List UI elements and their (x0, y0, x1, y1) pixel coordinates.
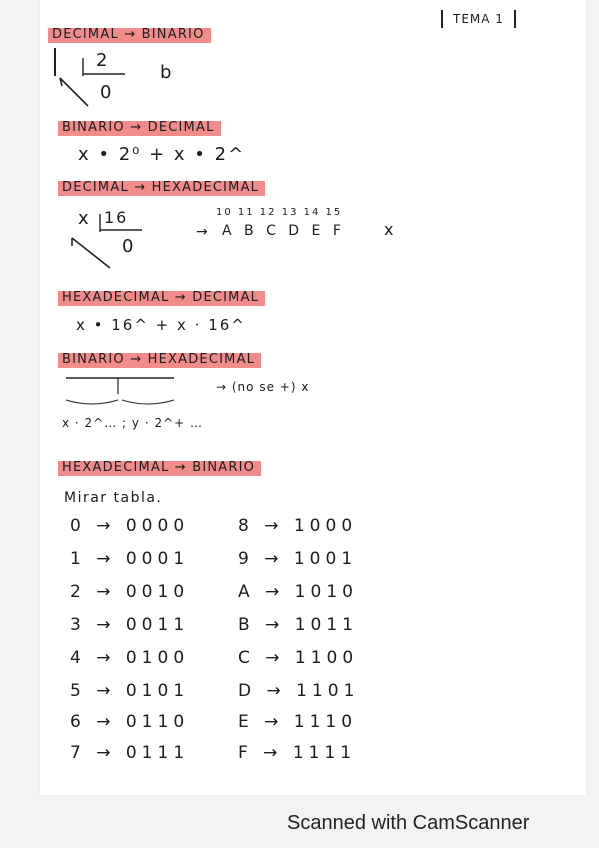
table-row-right-1: 9 → 1001 (238, 549, 358, 569)
label-b: b (160, 62, 174, 83)
remainder-0: 0 (100, 82, 114, 103)
divisor-2: 2 (96, 50, 110, 71)
label-x: x (384, 220, 394, 239)
table-row-left-6: 6 → 0110 (70, 712, 190, 732)
title-hexadecimal-binario: HEXADECIMAL → BINARIO (58, 458, 261, 478)
note-no-se: → (no se +) x (216, 380, 310, 394)
formula-bin-dec: x • 2⁰ + x • 2^ (78, 144, 246, 165)
formula-hex-dec: x • 16^ + x · 16^ (76, 316, 246, 334)
dividend-x: x (78, 208, 91, 229)
bit-group-sketch (62, 374, 182, 410)
table-row-right-5: D → 1101 (238, 681, 360, 701)
arrow-hex: → (196, 224, 208, 240)
camscanner-footer: Scanned with CamScanner (287, 812, 530, 834)
table-row-left-5: 5 → 0101 (70, 681, 190, 701)
formula-bin-hex: x · 2^… ; y · 2^+ … (62, 416, 204, 430)
title-decimal-binario: DECIMAL → BINARIO (48, 25, 211, 45)
tema-label: TEMA 1 (441, 10, 516, 28)
table-row-left-2: 2 → 0010 (70, 582, 190, 602)
table-row-right-0: 8 → 1000 (238, 516, 358, 536)
table-row-left-1: 1 → 0001 (70, 549, 190, 569)
table-row-right-2: A → 1010 (238, 582, 358, 602)
table-row-left-4: 4 → 0100 (70, 648, 190, 668)
title-hexadecimal-decimal: HEXADECIMAL → DECIMAL (58, 288, 265, 308)
table-row-right-7: F → 1111 (238, 743, 357, 763)
subtitle-mirar-tabla: Mirar tabla. (64, 490, 163, 506)
table-row-right-6: E → 1110 (238, 712, 358, 732)
table-row-left-7: 7 → 0111 (70, 743, 190, 763)
hex-letters: A B C D E F (222, 223, 345, 239)
title-decimal-hexadecimal: DECIMAL → HEXADECIMAL (58, 178, 265, 198)
divisor-16: 16 (104, 208, 129, 227)
title-binario-hexadecimal: BINARIO → HEXADECIMAL (58, 350, 261, 370)
table-row-right-3: B → 1011 (238, 615, 358, 635)
table-row-left-0: 0 → 0000 (70, 516, 190, 536)
title-binario-decimal: BINARIO → DECIMAL (58, 118, 221, 138)
table-row-right-4: C → 1100 (238, 648, 359, 668)
table-row-left-3: 3 → 0011 (70, 615, 190, 635)
remainder-0b: 0 (122, 236, 136, 257)
hex-numbers: 10 11 12 13 14 15 (216, 207, 343, 218)
